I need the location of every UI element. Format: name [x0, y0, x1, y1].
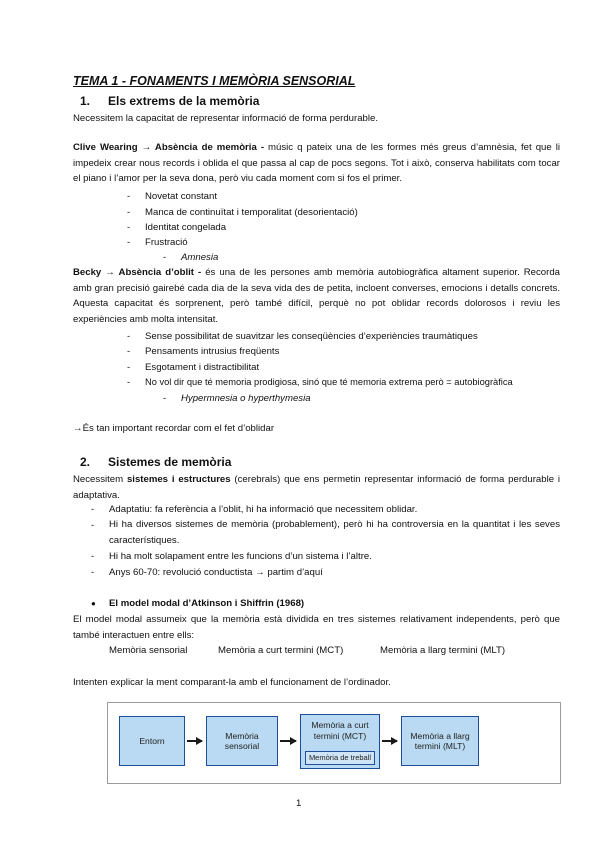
section-2-heading: Sistemes de memòria — [108, 455, 232, 469]
section-2-bullet: Anys 60-70: revolució conductista → partim d’aquí — [109, 567, 323, 578]
becky-sub-bullet: Hypermnesia o hyperthymesia — [181, 393, 311, 404]
model-bullet-icon: ● — [91, 599, 96, 608]
clive-bullet: Frustració — [145, 237, 188, 248]
becky-bullet: Sense possibilitat de suavitzar les conseqüències d’experiències traumàtiques — [145, 331, 478, 342]
model-text: El model modal assumeix que la memòria està dividida en tres sistemes relativament independents, però que també interactuen entre ells: — [73, 614, 560, 641]
diagram-box-mlt: Memòria a llarg termini (MLT) — [401, 716, 479, 766]
page-number: 1 — [296, 798, 302, 809]
section-2-intro — [73, 472, 560, 503]
diagram-box-entorn: Entorn — [119, 716, 185, 766]
clive-bullet: Identitat congelada — [145, 222, 227, 233]
section-1-number: 1. — [80, 94, 91, 108]
diagram-box-working-memory: Memòria de treball — [305, 751, 375, 765]
diagram-arrow — [382, 740, 397, 742]
clive-text: músic q pateix una de les formes més greus d’amnèsia, fet que li impedeix crear nous records i oblida el que passa al cap de pocs segons. Tot i això, conserva habilitats com tocar el piano i l’amor per la seva dona, però viu cada moment com si fos el primer. — [73, 142, 560, 184]
section-2-bullet: Hi ha diversos sistemes de memòria (probablement), però hi ha controversia en la quantitat i les seves característiques. — [109, 519, 560, 546]
model-explanation: Intenten explicar la ment comparant-la amb el funcionament de l’ordinador. — [73, 677, 391, 688]
becky-bullet: Esgotament i distractibilitat — [145, 362, 260, 373]
intro-post: (cerebrals) que ens permetin representar informació de forma perdurable i adaptativa. — [73, 474, 561, 501]
becky-paragraph — [73, 265, 560, 327]
model-heading: El model modal d’Atkinson i Shiffrin (1968) — [109, 598, 305, 609]
diagram-box-mct-label: Memòria a curt termini (MCT) — [311, 720, 369, 741]
diagram-box-sensorial: Memòria sensorial — [206, 716, 278, 766]
intro-bold: sistemes i estructures — [126, 474, 231, 485]
diagram-arrow — [280, 740, 296, 742]
model-system: Memòria sensorial — [109, 645, 188, 656]
becky-bullet: No vol dir que té memoria prodigiosa, sinó que té memoria extrema però = autobiogràfica — [145, 377, 513, 387]
section-2-number: 2. — [80, 455, 91, 469]
section-1-conclusion: →És tan important recordar com el fet d’oblidar — [73, 423, 275, 434]
becky-bullet: Pensaments intrusius freqüents — [145, 346, 280, 357]
becky-lead: Becky → Absència d’oblit - — [73, 267, 202, 278]
modal-model-diagram — [107, 702, 561, 784]
model-system: Memòria a curt termini (MCT) — [218, 645, 344, 656]
becky-text: és una de les persones amb memòria autobiogràfica altament superior. Recorda amb gran precisió gairebé cada dia de la seva vida des de petita, incloent converses, emocions i detalls concrets. Aquesta capacitat és sorprenent, però també difícil, perquè no pot oblidar records dolorosos i reviu les experiències amb molta intensitat. — [73, 267, 561, 325]
diagram-arrow — [187, 740, 202, 742]
intro-pre: Necessitem — [73, 474, 127, 485]
document-title: TEMA 1 - FONAMENTS I MEMÒRIA SENSORIAL — [73, 74, 356, 88]
section-1-intro: Necessitem la capacitat de representar informació de forma perdurable. — [73, 113, 379, 124]
clive-sub-bullet: Amnesia — [181, 252, 219, 263]
section-1-heading: Els extrems de la memòria — [108, 94, 260, 108]
clive-lead: Clive Wearing → Absència de memòria - — [73, 142, 265, 153]
section-2-bullet: Adaptatiu: fa referència a l’oblit, hi ha informació que necessitem oblidar. — [109, 504, 418, 515]
section-2-bullet: Hi ha molt solapament entre les funcions d’un sistema i l’altre. — [109, 551, 372, 562]
clive-bullet: Manca de continuïtat i temporalitat (desorientació) — [145, 207, 358, 218]
model-system: Memòria a llarg termini (MLT) — [380, 645, 506, 656]
clive-bullet: Novetat constant — [145, 191, 217, 202]
document-page: TEMA 1 - FONAMENTS I MEMÒRIA SENSORIAL 1. Els extrems de la memòria Necessitem la capacitat de representar informació de forma perdurable. Clive Wearing → Absència de memòria - músic q pateix una de les formes més greus d’amnèsia, fet que li impedeix crear nous records i oblida el que passa al cap de pocs segons. Tot i això, conserva habilitats com tocar el piano i l’amor per la seva dona, però viu cada moment com si fos el primer. - Novetat constant - Manca de continuïtat i temporalitat (desorientació) - Identitat congelada - Frustració - Amnesia Becky → Absència d’oblit - és una de les persones amb memòria autobiogràfica altament superior. Recorda amb gran precisió gairebé cada dia de la seva vida des de petita, incloent converses, emocions i detalls concrets. Aquesta capacitat és sorprenent, però també difícil, perquè no pot oblidar records dolorosos i reviu les experiències amb molta intensitat. - Sense possibilitat de suavitzar les conseqüències d’experiències traumàtiques - Pensaments intrusius freqüents - Esgotament i distractibilitat - No vol dir que té memoria prodigiosa, sinó que té memoria extrema però = autobiogràfica - Hypermnesia o hyperthymesia →És tan important recordar com el fet d’oblidar 2. Sistemes de memòria Necessitem sistemes i estructures (cerebrals) que ens permetin representar informació de forma perdurable i adaptativa. - Adaptatiu: fa referència a l’oblit, hi ha informació que necessitem oblidar. - Hi ha diversos sistemes de memòria (probablement), però hi ha controversia en la quantitat i les seves característiques. - Hi ha molt solapament entre les funcions d’un sistema i l’altre. - Anys 60-70: revolució conductista → partim d’aquí ● El model modal d’Atkinson i Shiffrin (1968) El model modal assumeix que la memòria està dividida en tres sistemes relativament independents, però que també interactuen entre ells: Memòria sensorial Memòria a curt termini (MCT) Memòria a llarg termini (MLT) Intenten explicar la ment comparant-la amb el funcionament de l’ordinador. Entorn Memòria sensorial Memòria a curt termini (MCT) Memòria de treball Memòria a llarg termini (MLT) 1 — [73, 74, 561, 809]
clive-paragraph — [73, 140, 560, 187]
